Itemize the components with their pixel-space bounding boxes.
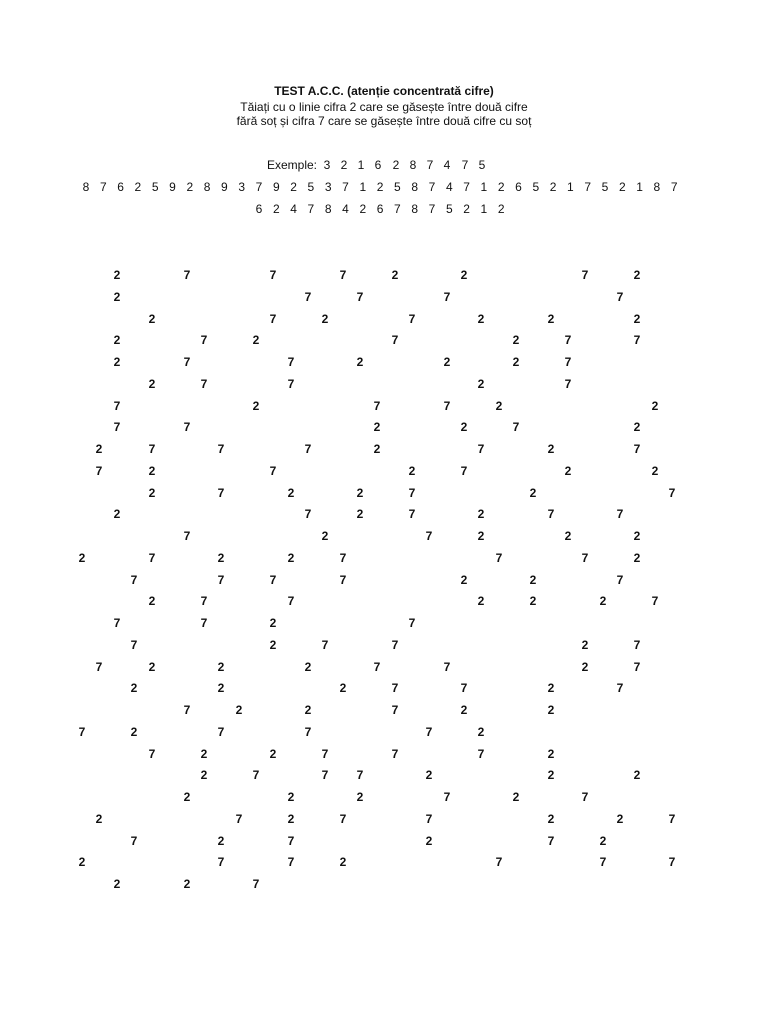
test-digit[interactable]: 2: [148, 659, 156, 674]
sequence-digit: 7: [463, 180, 470, 194]
test-digit[interactable]: 7: [95, 659, 103, 674]
example-digit: 8: [409, 158, 417, 172]
example-digit: 7: [461, 158, 469, 172]
sequence-digit: 5: [445, 202, 453, 216]
test-digit[interactable]: 2: [599, 833, 607, 848]
example-digit: 3: [323, 158, 331, 172]
test-digit[interactable]: 2: [339, 681, 347, 696]
test-digit[interactable]: 2: [269, 616, 277, 630]
test-digit[interactable]: 7: [443, 398, 451, 413]
test-digit[interactable]: 7: [339, 268, 347, 282]
test-digit[interactable]: 2: [148, 376, 156, 391]
test-digit[interactable]: 7: [668, 811, 676, 826]
test-digit[interactable]: 2: [477, 594, 485, 609]
sequence-digit: 2: [359, 202, 367, 216]
test-digit[interactable]: 7: [425, 529, 433, 543]
test-digit[interactable]: 2: [547, 703, 555, 717]
test-digit[interactable]: 2: [287, 485, 295, 500]
test-digit[interactable]: 7: [477, 746, 485, 761]
sequence-digit: 3: [238, 180, 246, 194]
sequence-digit: 9: [221, 180, 228, 194]
test-digit[interactable]: 2: [148, 594, 156, 609]
test-digit[interactable]: 7: [200, 333, 208, 348]
test-digit[interactable]: 7: [425, 811, 433, 826]
sequence-digit: 7: [99, 180, 107, 194]
test-digit[interactable]: 2: [200, 746, 208, 761]
test-digit[interactable]: 2: [113, 507, 121, 522]
test-digit[interactable]: 2: [252, 398, 260, 413]
test-digit[interactable]: 2: [183, 877, 191, 891]
test-digit[interactable]: 7: [217, 572, 225, 587]
test-digit[interactable]: 7: [183, 268, 191, 282]
document-title: TEST A.C.C. (atenție concentrată cifre): [274, 84, 494, 98]
test-digit[interactable]: 7: [616, 572, 624, 587]
test-digit[interactable]: 2: [339, 855, 347, 870]
test-digit[interactable]: 7: [269, 311, 277, 326]
test-digit[interactable]: 7: [130, 833, 138, 848]
test-digit[interactable]: 7: [78, 724, 86, 739]
test-digit[interactable]: 7: [651, 594, 659, 609]
test-digit[interactable]: 7: [217, 442, 225, 456]
test-digit[interactable]: 2: [633, 420, 641, 435]
test-digit[interactable]: 2: [113, 355, 121, 369]
sequence-digit: 7: [428, 202, 436, 216]
test-digit[interactable]: 7: [113, 616, 121, 630]
test-digit[interactable]: 2: [78, 855, 86, 870]
sequence-digit: 7: [307, 202, 315, 216]
sequence-digit: 2: [549, 180, 557, 194]
test-digit[interactable]: 2: [547, 681, 555, 696]
test-digit[interactable]: 7: [252, 877, 260, 891]
test-digit[interactable]: 2: [408, 463, 416, 478]
test-digit[interactable]: 2: [217, 833, 225, 848]
test-digit[interactable]: 2: [321, 529, 329, 543]
test-digit[interactable]: 2: [495, 398, 503, 413]
test-digit[interactable]: 2: [148, 311, 156, 326]
sequence-digit: 7: [584, 180, 592, 194]
test-digit[interactable]: 7: [460, 463, 468, 478]
test-digit[interactable]: 7: [287, 376, 295, 391]
test-digit[interactable]: 7: [495, 550, 503, 565]
sequence-digit: 7: [394, 202, 401, 216]
test-digit[interactable]: 7: [183, 420, 191, 435]
test-digit[interactable]: 2: [477, 529, 485, 543]
test-digit[interactable]: 7: [408, 311, 416, 326]
test-digit[interactable]: 7: [391, 637, 399, 652]
example-digit: 6: [374, 158, 382, 172]
test-digit[interactable]: 2: [304, 703, 312, 717]
test-digit[interactable]: 2: [235, 703, 243, 717]
test-digit[interactable]: 7: [183, 355, 191, 369]
sequence-digit: 2: [497, 180, 505, 194]
test-digit[interactable]: 7: [391, 333, 399, 348]
sequence-digit: 1: [567, 180, 574, 194]
test-digit[interactable]: 7: [304, 507, 312, 522]
test-digit[interactable]: 2: [477, 311, 485, 326]
test-digit[interactable]: 2: [78, 550, 86, 565]
test-digit[interactable]: 2: [113, 268, 121, 282]
sequence-digit: 1: [480, 202, 488, 216]
test-digit[interactable]: 7: [321, 746, 329, 761]
sequence-digit: 2: [463, 202, 470, 216]
sequence-digit: 8: [411, 202, 419, 216]
test-digit[interactable]: 2: [581, 637, 589, 652]
test-digit[interactable]: 7: [95, 463, 103, 478]
test-digit[interactable]: 2: [564, 463, 572, 478]
test-digit[interactable]: 2: [633, 268, 641, 282]
test-digit[interactable]: 7: [408, 507, 416, 522]
test-digit[interactable]: 7: [200, 594, 208, 609]
test-digit[interactable]: 7: [183, 703, 191, 717]
test-digit[interactable]: 7: [477, 442, 485, 456]
sequence-digit: 5: [151, 180, 159, 194]
test-digit[interactable]: 2: [130, 681, 138, 696]
sequence-digit: 2: [290, 180, 297, 194]
sequence-digit: 2: [497, 202, 505, 216]
test-digit[interactable]: 2: [425, 768, 433, 783]
test-digit[interactable]: 2: [373, 420, 381, 435]
example-digit: 1: [357, 158, 365, 172]
sequence-digit: 7: [255, 180, 263, 194]
test-digit[interactable]: 2: [95, 811, 103, 826]
instruction-line-1: Tăiați cu o linie cifra 2 care se găsește între două cifre: [240, 100, 528, 114]
test-digit[interactable]: 7: [217, 724, 225, 739]
test-digit[interactable]: 7: [443, 790, 451, 804]
test-digit[interactable]: 2: [460, 268, 468, 282]
sequence-digit: 8: [324, 202, 332, 216]
test-digit[interactable]: 2: [287, 790, 295, 804]
test-digit[interactable]: 2: [113, 333, 121, 348]
test-digit[interactable]: 7: [564, 355, 572, 369]
test-digit[interactable]: 7: [356, 289, 364, 304]
test-digit[interactable]: 2: [304, 659, 312, 674]
test-digit[interactable]: 7: [269, 463, 277, 478]
test-digit[interactable]: 2: [356, 355, 364, 369]
sequence-digit: 2: [376, 180, 384, 194]
sequence-digit: 9: [272, 180, 280, 194]
test-digit[interactable]: 2: [651, 463, 659, 478]
test-digit[interactable]: 7: [200, 616, 208, 630]
test-digit[interactable]: 7: [443, 659, 451, 674]
sequence-digit: 6: [376, 202, 384, 216]
test-digit[interactable]: 2: [633, 550, 641, 565]
test-digit[interactable]: 7: [564, 376, 572, 391]
test-digit[interactable]: 7: [564, 333, 572, 348]
test-digit[interactable]: 7: [287, 833, 295, 848]
test-digit[interactable]: 2: [512, 333, 520, 348]
test-digit[interactable]: 7: [425, 724, 433, 739]
test-digit[interactable]: 2: [633, 529, 641, 543]
test-digit[interactable]: 2: [529, 594, 537, 609]
test-digit[interactable]: 2: [477, 724, 485, 739]
test-digit[interactable]: 7: [130, 572, 138, 587]
test-digit[interactable]: 2: [599, 594, 607, 609]
test-digit[interactable]: 2: [529, 572, 537, 587]
sequence-digit: 4: [290, 202, 297, 216]
sequence-digit: 2: [186, 180, 194, 194]
test-digit[interactable]: 7: [581, 268, 589, 282]
sequence-digit: 9: [169, 180, 176, 194]
test-digit[interactable]: 2: [200, 768, 208, 783]
test-digit[interactable]: 2: [356, 485, 364, 500]
test-digit[interactable]: 7: [408, 485, 416, 500]
test-digit[interactable]: 2: [443, 355, 451, 369]
test-digit[interactable]: 7: [130, 637, 138, 652]
test-digit[interactable]: 2: [391, 268, 399, 282]
test-digit[interactable]: 2: [356, 507, 364, 522]
test-digit[interactable]: 2: [130, 724, 138, 739]
test-digit[interactable]: 7: [183, 529, 191, 543]
test-digit[interactable]: 7: [304, 289, 312, 304]
test-digit[interactable]: 2: [148, 463, 156, 478]
sequence-digit: 2: [272, 202, 280, 216]
test-digit[interactable]: 2: [321, 311, 329, 326]
sequence-digit: 8: [203, 180, 211, 194]
sequence-digit: 7: [670, 180, 678, 194]
sequence-digit: 5: [532, 180, 540, 194]
test-digit[interactable]: 7: [633, 442, 641, 456]
test-digit[interactable]: 2: [564, 529, 572, 543]
test-digit[interactable]: 7: [599, 855, 607, 870]
test-digit[interactable]: 2: [113, 289, 121, 304]
sequence-digit: 2: [134, 180, 142, 194]
test-digit[interactable]: 2: [477, 376, 485, 391]
test-digit[interactable]: 7: [235, 811, 243, 826]
test-digit[interactable]: 2: [217, 659, 225, 674]
sequence-digit: 7: [342, 180, 349, 194]
test-digit[interactable]: 2: [547, 311, 555, 326]
sequence-digit: 5: [307, 180, 315, 194]
test-digit[interactable]: 7: [495, 855, 503, 870]
sequence-digit: 3: [324, 180, 332, 194]
test-digit[interactable]: 2: [547, 746, 555, 761]
test-digit[interactable]: 7: [356, 768, 364, 783]
test-digit[interactable]: 2: [113, 877, 121, 891]
test-digit[interactable]: 7: [269, 268, 277, 282]
instruction-line-2: fără soț și cifra 7 care se găsește între două cifre cu soț: [236, 114, 532, 128]
test-digit[interactable]: 7: [113, 420, 121, 435]
sequence-digit: 1: [636, 180, 643, 194]
test-digit[interactable]: 2: [477, 507, 485, 522]
sequence-digit: 6: [515, 180, 522, 194]
test-digit[interactable]: 7: [668, 485, 676, 500]
test-digit[interactable]: 7: [581, 790, 589, 804]
test-digit[interactable]: 7: [287, 594, 295, 609]
test-digit[interactable]: 2: [217, 550, 225, 565]
sequence-digit: 5: [394, 180, 401, 194]
test-digit[interactable]: 2: [287, 550, 295, 565]
test-digit[interactable]: 7: [443, 289, 451, 304]
test-digit[interactable]: 7: [633, 333, 641, 348]
test-digit[interactable]: 2: [95, 442, 103, 456]
test-digit[interactable]: 2: [356, 790, 364, 804]
test-digit[interactable]: 7: [304, 442, 312, 456]
test-digit[interactable]: 7: [547, 833, 555, 848]
test-digit[interactable]: 7: [148, 550, 156, 565]
test-digit[interactable]: 7: [373, 398, 381, 413]
test-digit[interactable]: 2: [460, 703, 468, 717]
test-digit[interactable]: 7: [252, 768, 260, 783]
test-digit[interactable]: 7: [339, 811, 347, 826]
sequence-digit: 6: [255, 202, 263, 216]
test-digit[interactable]: 7: [581, 550, 589, 565]
example-digit: 2: [392, 158, 400, 172]
test-digit[interactable]: 2: [425, 833, 433, 848]
test-digit[interactable]: 7: [633, 659, 641, 674]
sequence-digit: 8: [82, 180, 90, 194]
test-digit[interactable]: 2: [616, 811, 624, 826]
test-digit[interactable]: 2: [547, 768, 555, 783]
example-digit: 4: [443, 158, 451, 172]
test-digit[interactable]: 2: [269, 746, 277, 761]
example-digit: 5: [478, 158, 486, 172]
sequence-digit: 8: [411, 180, 419, 194]
test-digit[interactable]: 2: [651, 398, 659, 413]
test-digit[interactable]: 7: [633, 637, 641, 652]
example-digit: 7: [426, 158, 434, 172]
example-digit: 2: [340, 158, 348, 172]
test-digit[interactable]: 2: [581, 659, 589, 674]
test-digit[interactable]: 7: [547, 507, 555, 522]
test-digit[interactable]: 7: [200, 376, 208, 391]
test-digit[interactable]: 2: [287, 811, 295, 826]
test-digit[interactable]: 2: [547, 442, 555, 456]
test-digit[interactable]: 7: [339, 572, 347, 587]
test-digit[interactable]: 7: [321, 637, 329, 652]
test-digit[interactable]: 7: [460, 681, 468, 696]
sequence-digit: 7: [428, 180, 436, 194]
example-label: Exemple:: [266, 158, 318, 172]
test-digit[interactable]: 7: [321, 768, 329, 783]
test-digit[interactable]: 2: [460, 572, 468, 587]
test-digit[interactable]: 7: [373, 659, 381, 674]
sequence-digit: 5: [601, 180, 609, 194]
test-digit[interactable]: 7: [339, 550, 347, 565]
test-digit[interactable]: 2: [633, 768, 641, 783]
test-digit[interactable]: 2: [512, 790, 520, 804]
test-digit[interactable]: 7: [391, 681, 399, 696]
test-digit[interactable]: 2: [633, 311, 641, 326]
test-digit[interactable]: 7: [217, 485, 225, 500]
test-digit[interactable]: 2: [529, 485, 537, 500]
sequence-digit: 1: [480, 180, 488, 194]
test-digit[interactable]: 7: [616, 289, 624, 304]
test-digit[interactable]: 7: [668, 855, 676, 870]
test-digit[interactable]: 2: [547, 811, 555, 826]
test-digit[interactable]: 7: [616, 507, 624, 522]
sequence-digit: 2: [618, 180, 626, 194]
test-digit[interactable]: 7: [391, 703, 399, 717]
sequence-digit: 8: [653, 180, 661, 194]
test-digit[interactable]: 7: [287, 855, 295, 870]
test-digit[interactable]: 2: [373, 442, 381, 456]
test-digit[interactable]: 2: [183, 790, 191, 804]
test-digit[interactable]: 7: [217, 855, 225, 870]
test-digit[interactable]: 7: [113, 398, 121, 413]
test-digit[interactable]: 2: [460, 420, 468, 435]
test-digit[interactable]: 7: [304, 724, 312, 739]
sequence-digit: 1: [359, 180, 367, 194]
sequence-digit: 6: [117, 180, 124, 194]
test-digit[interactable]: 2: [269, 637, 277, 652]
test-digit[interactable]: 2: [148, 485, 156, 500]
sequence-digit: 4: [342, 202, 349, 216]
test-digit[interactable]: 2: [217, 681, 225, 696]
test-digit[interactable]: 7: [148, 442, 156, 456]
test-digit[interactable]: 7: [408, 616, 416, 630]
test-digit[interactable]: 2: [512, 355, 520, 369]
test-digit[interactable]: 7: [616, 681, 624, 696]
test-digit[interactable]: 7: [391, 746, 399, 761]
sequence-digit: 4: [445, 180, 453, 194]
test-digit[interactable]: 7: [287, 355, 295, 369]
test-digit[interactable]: 2: [252, 333, 260, 348]
test-digit[interactable]: 7: [148, 746, 156, 761]
test-digit[interactable]: 7: [269, 572, 277, 587]
test-digit[interactable]: 7: [512, 420, 520, 435]
